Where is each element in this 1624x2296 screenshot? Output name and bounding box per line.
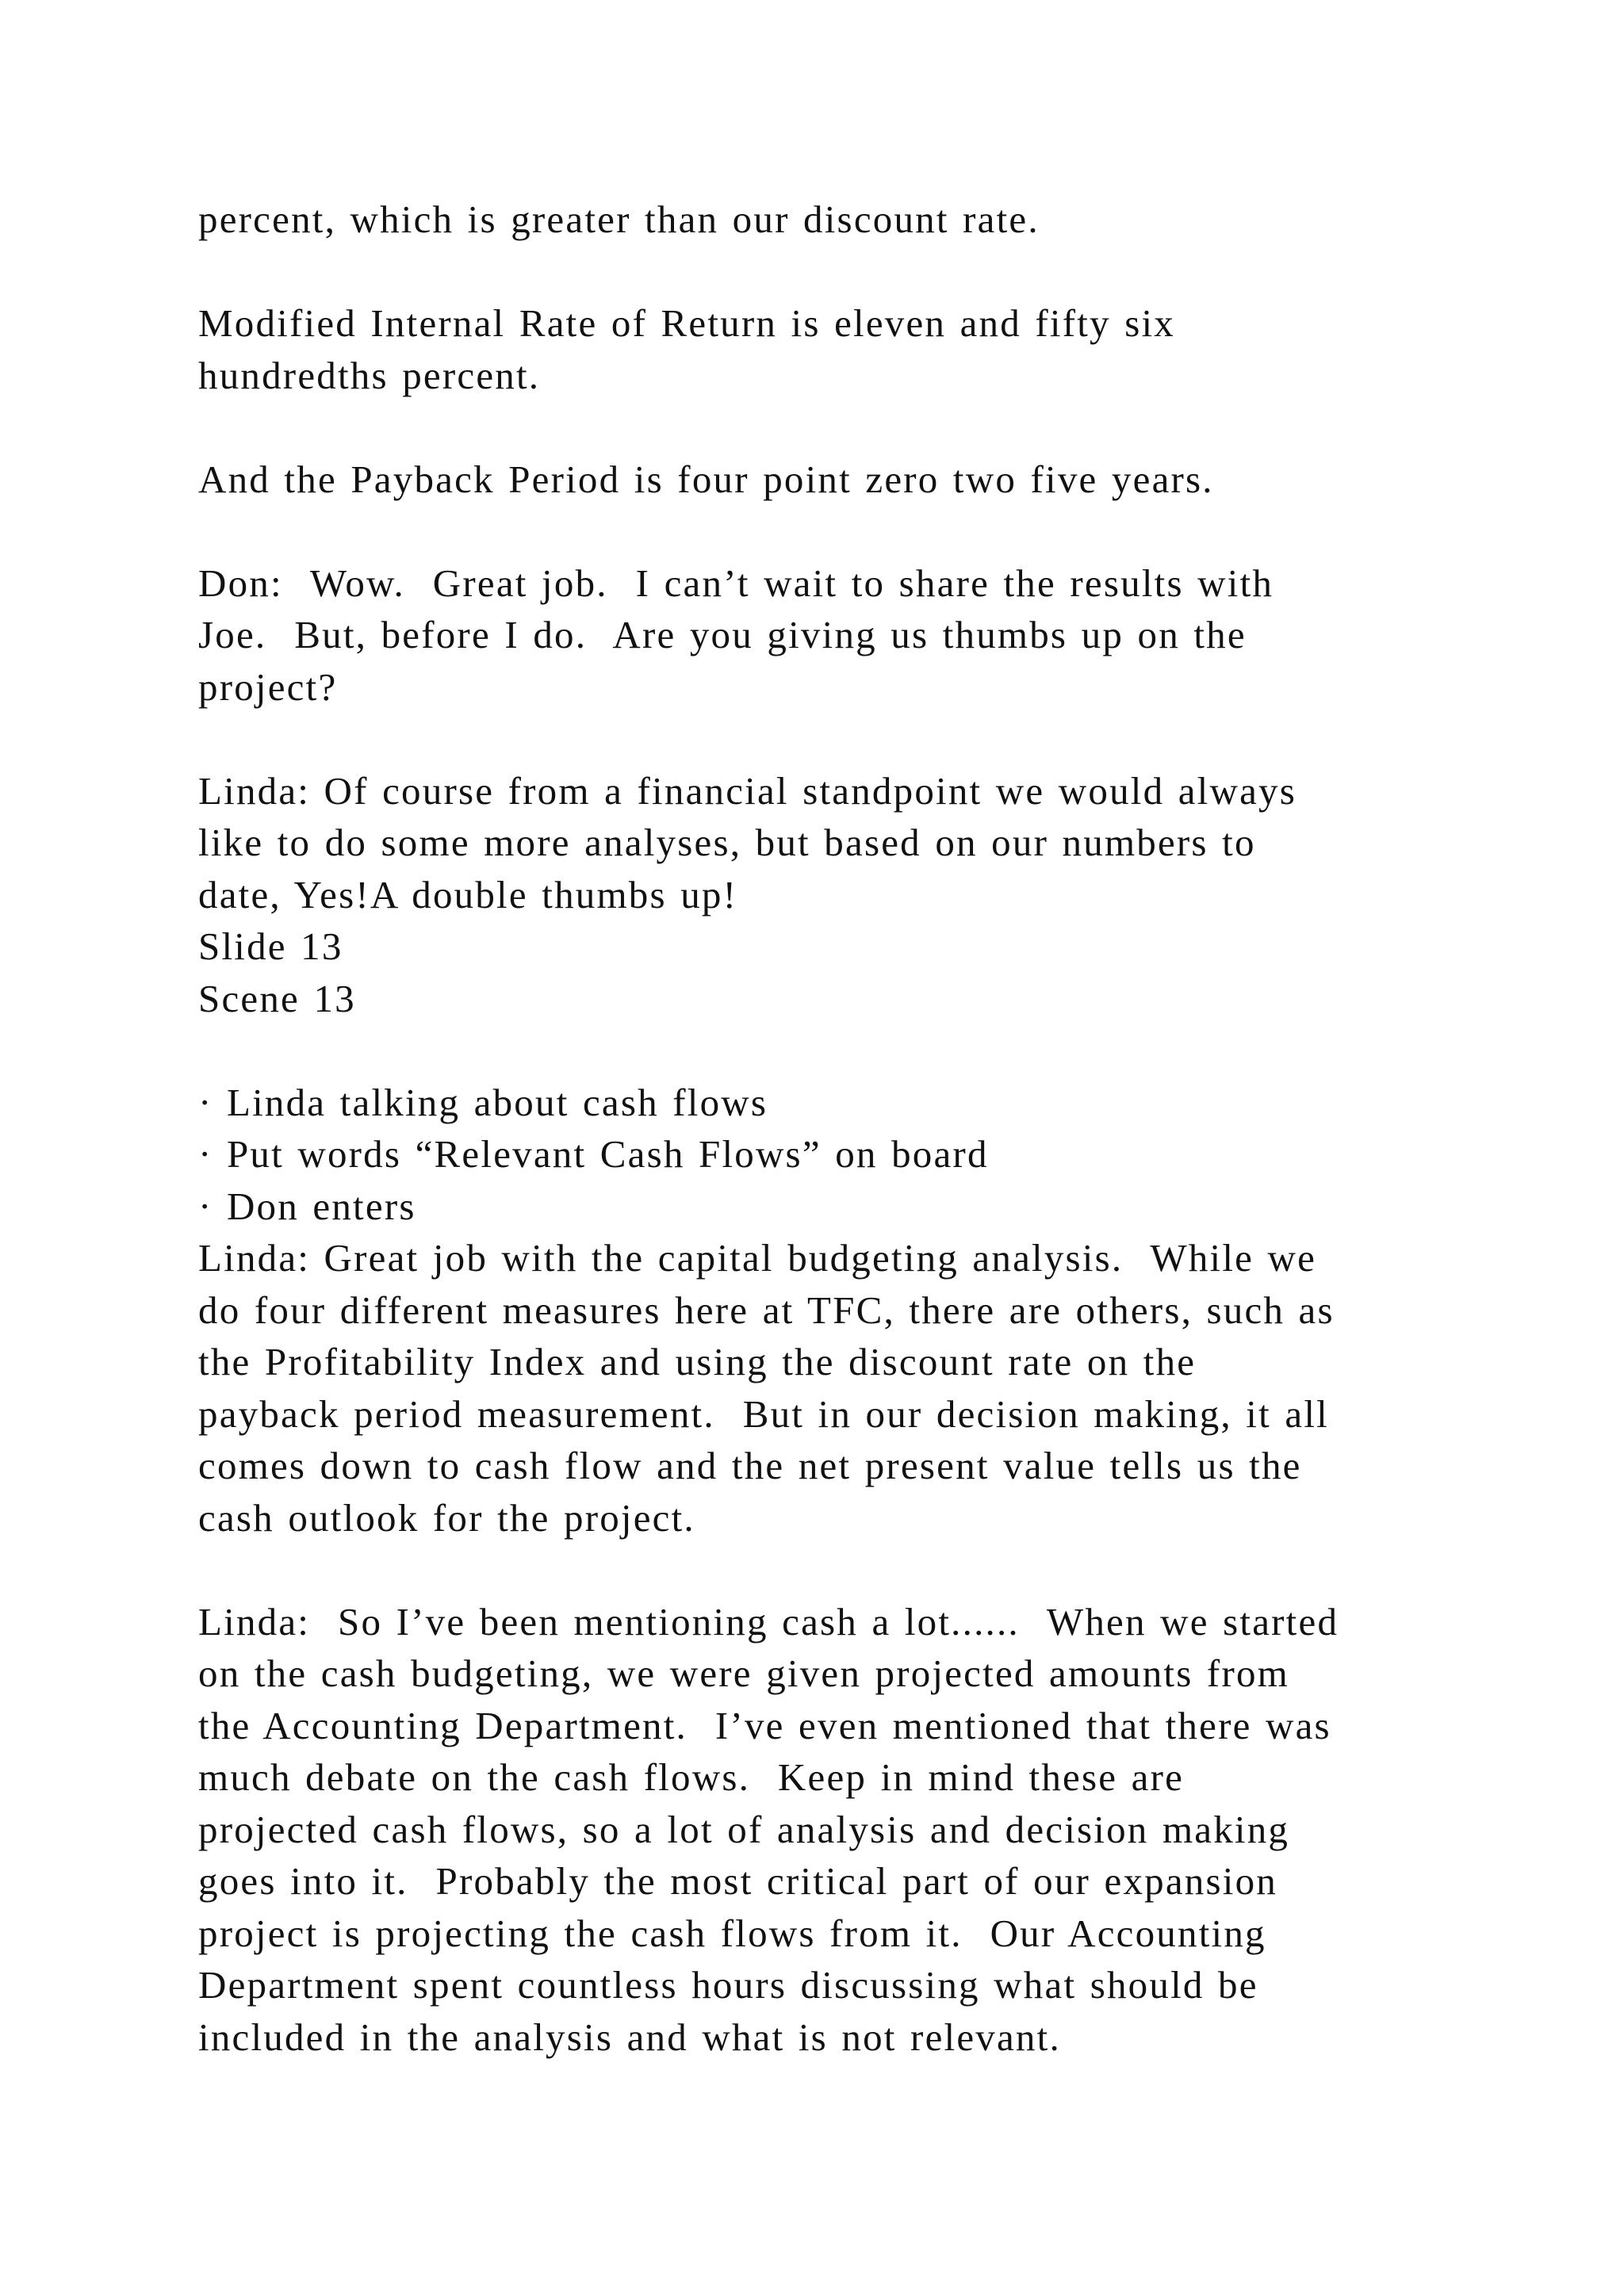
text-line: cash outlook for the project.: [198, 1495, 695, 1540]
text-line: payback period measurement. But in our decision making, it all: [198, 1391, 1329, 1436]
paragraph-gap: [198, 713, 1483, 765]
text-line: Joe. But, before I do. Are you giving us thumbs up on the: [198, 613, 1247, 656]
paragraph-gap: [198, 1024, 1483, 1077]
text-line: And the Payback Period is four point zero two five years.: [198, 457, 1214, 501]
paragraph-gap: [198, 505, 1483, 557]
text-line: projected cash flows, so a lot of analysis and decision making: [198, 1807, 1290, 1851]
text-line: Department spent countless hours discussing what should be: [198, 1963, 1258, 2007]
text-line: hundredths percent.: [198, 353, 541, 397]
text-line: the Accounting Department. I’ve even mentioned that there was: [198, 1703, 1331, 1747]
text-line: much debate on the cash flows. Keep in mind these are: [198, 1755, 1185, 1799]
text-line: project is projecting the cash flows from it. Our Accounting: [198, 1911, 1266, 1955]
text-line: the Profitability Index and using the discount rate on the: [198, 1340, 1197, 1383]
paragraph-gap: [198, 246, 1483, 298]
text-line: date, Yes!A double thumbs up!: [198, 872, 738, 916]
text-line: percent, which is greater than our discount rate.: [198, 197, 1040, 241]
bullet-item: · Don enters: [198, 1184, 416, 1228]
text-line: included in the analysis and what is not relevant.: [198, 2015, 1061, 2059]
paragraph-gap: [198, 401, 1483, 453]
text-line: like to do some more analyses, but based on our numbers to: [198, 821, 1256, 864]
text-line: Linda: Of course from a financial standpoint we would always: [198, 768, 1297, 813]
text-line: Modified Internal Rate of Return is eleven and fifty six: [198, 301, 1175, 345]
text-line: comes down to cash flow and the net present value tells us the: [198, 1444, 1302, 1487]
text-line: do four different measures here at TFC, there are others, such as: [198, 1288, 1335, 1332]
slide-label: Slide 13: [198, 924, 343, 968]
paragraph-gap: [198, 1544, 1483, 1596]
text-line: goes into it. Probably the most critical part of our expansion: [198, 1859, 1277, 1903]
document-text: [198, 193, 1483, 2063]
text-line: Linda: Great job with the capital budgeting analysis. While we: [198, 1236, 1317, 1280]
text-line: Linda: So I’ve been mentioning cash a lot...... When we started: [198, 1599, 1339, 1644]
text-line: Don: Wow. Great job. I can’t wait to share the results with: [198, 561, 1274, 605]
scene-label: Scene 13: [198, 976, 356, 1020]
text-line: project?: [198, 664, 338, 709]
text-line: on the cash budgeting, we were given projected amounts from: [198, 1651, 1289, 1695]
bullet-item: · Put words “Relevant Cash Flows” on board: [198, 1132, 989, 1176]
bullet-item: · Linda talking about cash flows: [198, 1080, 768, 1124]
